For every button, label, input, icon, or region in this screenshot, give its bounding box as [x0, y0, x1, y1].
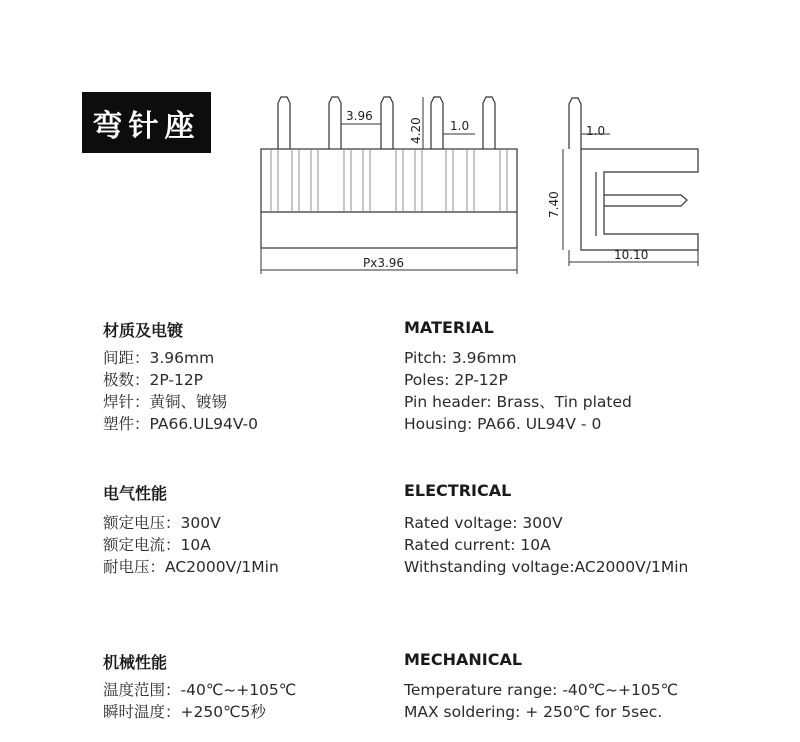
en-material-title: MATERIAL	[404, 318, 494, 337]
cn-electrical-item: 额定电压：300V	[103, 514, 221, 532]
en-mechanical-list	[404, 679, 678, 723]
en-material-item: Pin header: Brass、Tin plated	[404, 393, 632, 411]
cn-mechanical-item: 温度范围：-40℃~+105℃	[103, 681, 297, 699]
en-material-item: Poles: 2P-12P	[404, 371, 508, 389]
side-dim-height-label: 7.40	[547, 191, 561, 218]
side-dim-pin-width-label: 1.0	[586, 124, 606, 138]
en-material-list	[404, 347, 632, 435]
cn-material-item: 焊针：黄铜、镀锡	[103, 393, 228, 411]
side-view-body	[581, 149, 698, 250]
side-dim-length-label: 10.10	[614, 248, 649, 262]
en-electrical-item: Withstanding voltage:AC2000V/1Min	[404, 558, 689, 576]
cn-material-item: 塑件：PA66.UL94V-0	[103, 415, 258, 433]
cn-material-title: 材质及电镀	[103, 321, 184, 340]
cn-electrical-list	[103, 512, 279, 578]
dim-pin-width-label: 1.0	[450, 119, 470, 133]
en-electrical-list	[404, 512, 688, 578]
cn-electrical-item: 额定电流：10A	[103, 536, 211, 554]
en-material-item: Pitch: 3.96mm	[404, 349, 517, 367]
title-badge-text: 弯针座	[92, 108, 201, 144]
cn-material-item: 间距：3.96mm	[103, 349, 215, 367]
cn-mechanical-item: 瞬时温度：+250℃5秒	[103, 703, 266, 721]
side-view-bent-pin	[604, 195, 687, 206]
en-mechanical-item: Temperature range: -40℃~+105℃	[404, 681, 679, 699]
dim-pin-height-label: 4.20	[409, 117, 423, 144]
dim-pitch-label: 3.96	[346, 109, 373, 123]
front-pin-2	[329, 97, 341, 149]
en-electrical-item: Rated voltage: 300V	[404, 514, 563, 532]
en-material-item: Housing: PA66. UL94V - 0	[404, 415, 602, 433]
side-view-vertical-pin	[569, 98, 581, 149]
front-pin-3	[381, 97, 393, 149]
front-pin-5	[483, 97, 495, 149]
front-view-ribs	[271, 149, 507, 212]
en-mechanical-title: MECHANICAL	[404, 650, 523, 669]
en-electrical-item: Rated current: 10A	[404, 536, 551, 554]
en-electrical-title: ELECTRICAL	[404, 481, 512, 500]
front-pin-4	[431, 97, 443, 149]
dim-total-label: Px3.96	[363, 256, 405, 270]
connector-technical-drawing	[0, 0, 800, 300]
cn-mechanical-title: 机械性能	[103, 653, 168, 672]
en-mechanical-item: MAX soldering: + 250℃ for 5sec.	[404, 703, 663, 721]
cn-material-list	[103, 347, 258, 435]
cn-material-item: 极数：2P-12P	[103, 371, 204, 389]
cn-electrical-title: 电气性能	[103, 484, 168, 503]
cn-mechanical-list	[103, 679, 296, 723]
cn-electrical-item: 耐电压：AC2000V/1Min	[103, 558, 279, 576]
front-pin-1	[278, 97, 290, 149]
